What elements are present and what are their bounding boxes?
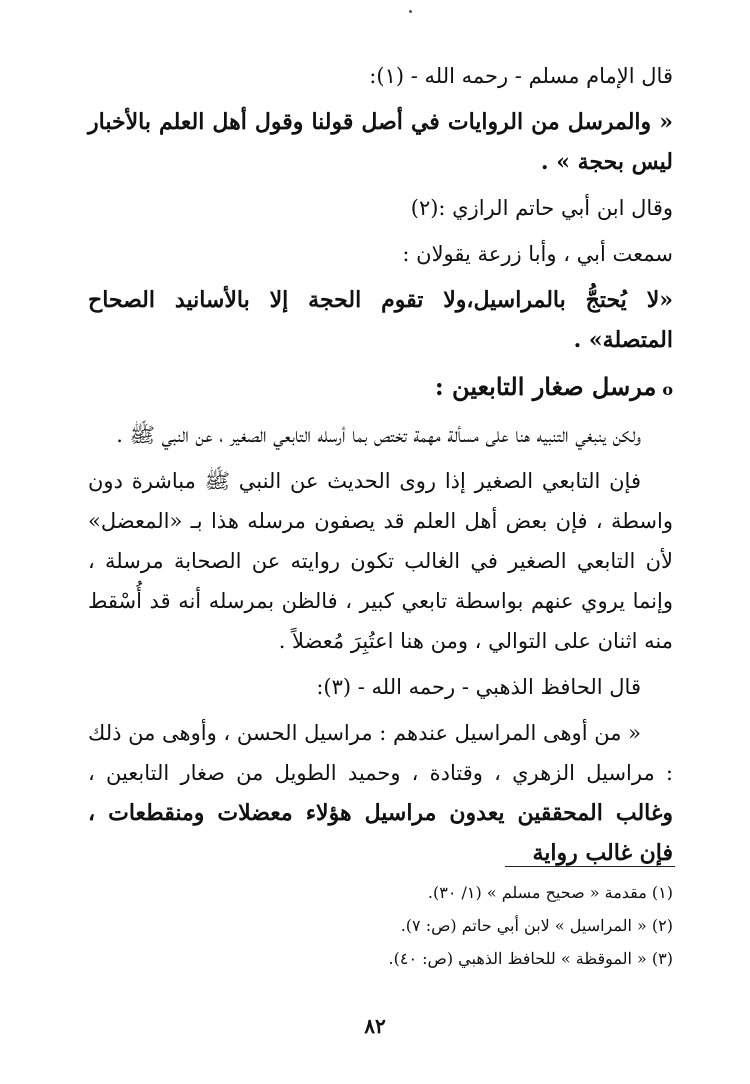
scan-speck xyxy=(409,10,412,13)
footnote-2: (٢) « المراسيل » لابن أبي حاتم (ص: ٧). xyxy=(400,916,673,935)
quote-dhahabi xyxy=(88,713,673,873)
quote-dhahabi-plain: « من أوهى المراسيل عندهم : مراسيل الحسن ، وأوهى من ذلك : مراسيل الزهري ، وقتادة ، وحميد الطويل من صغار التابعين ، xyxy=(88,721,673,785)
paragraph-note: ولكن ينبغي التنبيه هنا على مسألة مهمة تختص بما أرسله التابعي الصغير ، عن النبي ﷺ . xyxy=(116,423,641,447)
intro-dhahabi: قال الحافظ الذهبي - رحمه الله - (٣): xyxy=(316,675,641,699)
footnote-1: (١) مقدمة « صحيح مسلم » (١/ ٣٠). xyxy=(427,883,673,902)
intro-muslim: قال الإمام مسلم - رحمه الله - (١): xyxy=(369,64,673,88)
intro-ibn-abi-hatim: وقال ابن أبي حاتم الرازي :(٢) xyxy=(410,196,673,220)
footnote-3: (٣) « الموقظة » للحافظ الذهبي (ص: ٤٠). xyxy=(388,949,673,968)
intro-abu-zura: سمعت أبي ، وأبا زرعة يقولان : xyxy=(402,242,673,266)
heading-bullet-icon: o xyxy=(662,380,673,399)
main-text xyxy=(88,56,673,879)
section-heading xyxy=(88,366,673,411)
section-heading-text: مرسل صغار التابعين : xyxy=(434,372,657,401)
quote-dhahabi-bold: وغالب المحققين يعدون مراسيل هؤلاء معضلات ومنقطعات ، فإن غالب رواية xyxy=(88,800,673,866)
footnote-separator xyxy=(505,866,675,867)
quote-muslim: « والمرسل من الروايات في أصل قولنا وقول أهل العلم بالأخبار ليس بحجة » . xyxy=(88,109,673,175)
paragraph-explanation: فإن التابعي الصغير إذا روى الحديث عن النبي ﷺ مباشرة دون واسطة ، فإن بعض أهل العلم قد يصفون مرسله هذا بـ «المعضل» لأن التابعي الصغير في الغالب تكون روايته عن الصحابة مرسلة ، وإنما يروي عنهم بواسطة تابعي كبير ، فالظن بمرسله أنه قد أُسْقط منه اثنان على التوالي ، ومن هنا اعتُبِرَ مُعضلاً . xyxy=(88,469,673,653)
quote-ibn-abi-hatim: «لا يُحتجُّ بالمراسيل،ولا تقوم الحجة إلا بالأسانيد الصحاح المتصلة» . xyxy=(88,287,673,353)
footnotes xyxy=(88,876,673,975)
page-number: ٨٢ xyxy=(364,1014,386,1038)
